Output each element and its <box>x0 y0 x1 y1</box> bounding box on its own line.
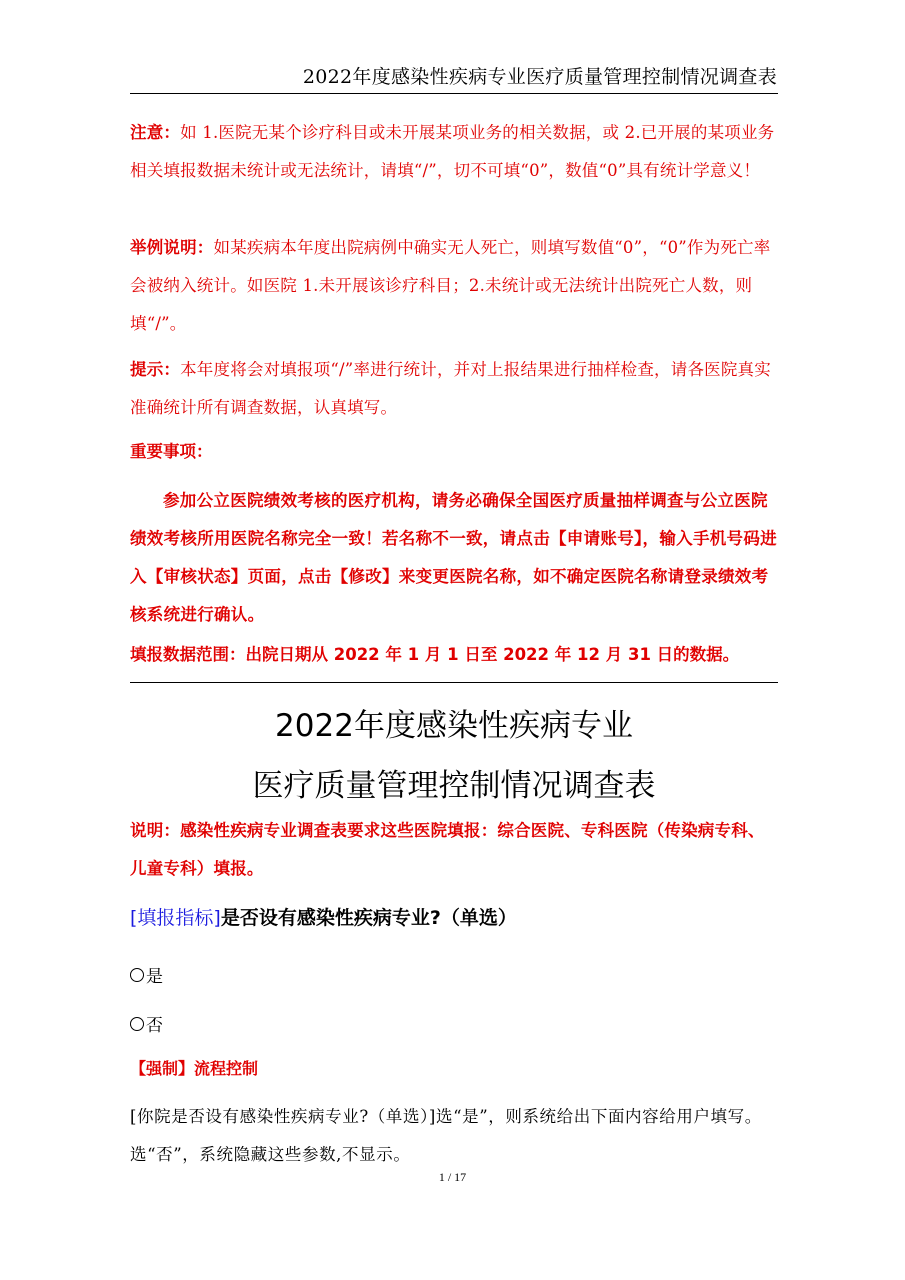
hint-label: 提示： <box>130 360 181 379</box>
important-text: 参加公立医院绩效考核的医疗机构，请务必确保全国医疗质量抽样调查与公立医院绩效考核所用医院名称完全一致！若名称不一致，请点击【申请账号】，输入手机号码进入【审核状态】页面，点击【修改】来变更医院名称，如不确定医院名称请登录绩效考核系统进行确认。 <box>130 491 777 624</box>
description-text: 说明：感染性疾病专业调查表要求这些医院填报：综合医院、专科医院（传染病专科、儿童专科）填报。 <box>130 821 765 878</box>
hint-paragraph <box>130 351 778 427</box>
radio-circle-icon[interactable] <box>130 968 144 982</box>
notice-label: 注意： <box>130 123 181 142</box>
page-header-title: 2022年度感染性疾病专业医疗质量管理控制情况调查表 <box>302 66 777 88</box>
hint-text: 本年度将会对填报项“/”率进行统计，并对上报结果进行抽样检查，请各医院真实准确统计所有调查数据，认真填写。 <box>130 360 771 417</box>
page-number: 1 / 17 <box>438 1170 467 1184</box>
notice-text: 如 1.医院无某个诊疗科目或未开展某项业务的相关数据，或 2.已开展的某项业务相关填报数据未统计或无法统计，请填“/”，切不可填“0”，数值“0”具有统计学意义！ <box>130 123 775 180</box>
example-text: 如某疾病本年度出院病例中确实无人死亡，则填写数值“0”，“0”作为死亡率会被纳入统计。如医院 1.未开展该诊疗科目；2.未统计或无法统计出院死亡人数，则填“/”。 <box>130 238 771 333</box>
header-divider <box>130 93 778 94</box>
notice-paragraph <box>130 114 778 190</box>
example-label: 举例说明： <box>130 238 214 257</box>
main-title-line2: 医疗质量管理控制情况调查表 <box>252 768 656 804</box>
radio-circle-icon[interactable] <box>130 1017 144 1031</box>
option-yes-label: 是 <box>146 967 163 987</box>
option-no[interactable] <box>130 1011 163 1036</box>
question-text: 是否设有感染性疾病专业?（单选） <box>220 907 517 929</box>
data-range-text: 填报数据范围：出院日期从 2022 年 1 月 1 日至 2022 年 12 月 31 日的数据。 <box>130 645 740 664</box>
question-tag: [填报指标] <box>130 907 221 929</box>
example-paragraph <box>130 229 778 343</box>
flow-control-text: [你院是否设有感染性疾病专业?（单选）]选“是”，则系统给出下面内容给用户填写。选“否”，系统隐藏这些参数,不显示。 <box>130 1107 762 1164</box>
question-heading <box>130 903 517 930</box>
main-title-line1: 2022年度感染性疾病专业 <box>275 708 633 744</box>
option-yes[interactable] <box>130 962 163 987</box>
option-no-label: 否 <box>146 1016 163 1036</box>
important-label: 重要事项： <box>130 442 213 461</box>
section-divider <box>130 682 778 683</box>
flow-control-label: 【强制】流程控制 <box>130 1059 259 1078</box>
